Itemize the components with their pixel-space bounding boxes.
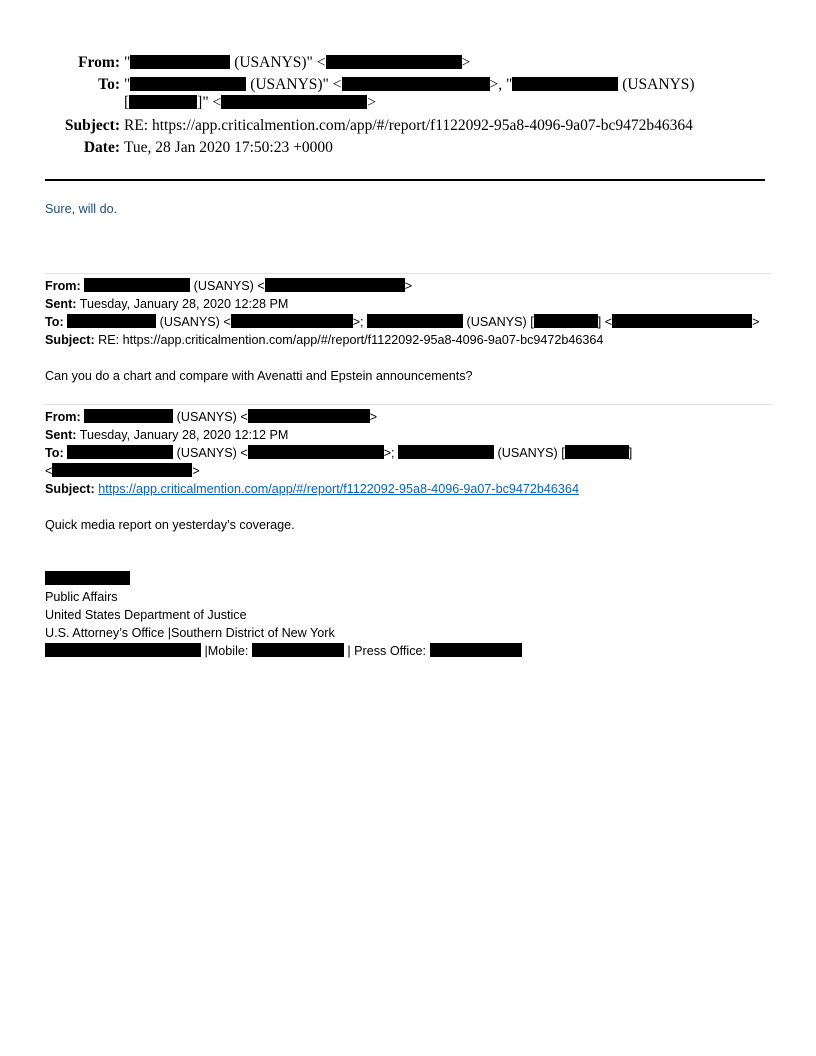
to-bracket-end: > [367, 94, 377, 111]
msg2-to-org-2: (USANYS) [ [494, 446, 565, 460]
redaction-box [52, 463, 192, 477]
from-quote: " [124, 54, 131, 71]
from-org: (USANYS)" < [230, 54, 326, 71]
msg2-to-label: To: [45, 446, 64, 460]
redaction-box [367, 314, 463, 328]
header-date: Tue, 28 Jan 2020 17:50:23 +0000 [124, 139, 333, 156]
msg2-to-org-1: (USANYS) < [173, 446, 248, 460]
msg1-to-end: > [752, 315, 760, 329]
to-org-1: (USANYS)" < [246, 76, 342, 93]
redaction-box [252, 643, 344, 657]
from-end: > [461, 54, 471, 71]
msg1-from-label: From: [45, 279, 81, 293]
subject-label: Subject: [64, 117, 120, 134]
to-quote: " [124, 76, 131, 93]
msg1-to-line [45, 313, 759, 331]
redaction-box [67, 314, 156, 328]
msg1-sent-line [45, 295, 288, 313]
redaction-box [84, 409, 173, 423]
redaction-box [398, 445, 494, 459]
msg1-from-org: (USANYS) < [190, 279, 265, 293]
redaction-box [129, 95, 197, 109]
redaction-box [221, 95, 367, 109]
to-bracket-open: [ [124, 94, 130, 111]
msg2-to-line [45, 444, 632, 462]
redaction-box [130, 77, 246, 91]
redaction-box [67, 445, 173, 459]
msg1-subject-line [45, 331, 603, 349]
redaction-box [430, 643, 522, 657]
signature-mobile-label: |Mobile: [201, 644, 252, 658]
msg1-from-end: > [404, 279, 413, 293]
redaction-box [84, 278, 190, 292]
msg2-sent-label: Sent: [45, 428, 77, 442]
msg1-to-org-1: (USANYS) < [156, 315, 231, 329]
msg1-sent: Tuesday, January 28, 2020 12:28 PM [76, 297, 289, 311]
msg2-from-org: (USANYS) < [173, 410, 248, 424]
redaction-box [534, 314, 598, 328]
header-subject: RE: https://app.criticalmention.com/app/#/report/f1122092-95a8-4096-9a07-bc9472b46364 [124, 117, 693, 134]
header-to-line-2 [124, 94, 376, 112]
msg1-to-label: To: [45, 315, 64, 329]
signature-line-3: U.S. Attorney’s Office |Southern District of New York [45, 626, 335, 640]
header-from-line [124, 54, 470, 72]
redaction-box [565, 445, 629, 459]
message-separator [45, 404, 771, 405]
msg1-subject: RE: https://app.criticalmention.com/app/#/report/f1122092-95a8-4096-9a07-bc9472b46364 [94, 333, 604, 347]
signature-line-2: United States Department of Justice [45, 608, 247, 622]
from-label: From: [78, 54, 120, 71]
msg1-body: Can you do a chart and compare with Avenatti and Epstein announcements? [45, 369, 473, 383]
redaction-box [248, 445, 384, 459]
msg1-to-org-2: (USANYS) [ [463, 315, 534, 329]
redaction-box [342, 77, 490, 91]
redaction-box [231, 314, 353, 328]
redaction-box [45, 643, 201, 657]
redaction-box [248, 409, 370, 423]
msg1-subject-label: Subject: [45, 333, 95, 347]
redaction-box [265, 278, 405, 292]
redaction-box [45, 571, 130, 585]
msg2-from-end: > [369, 410, 378, 424]
msg2-to-line2-open: < [45, 464, 53, 478]
signature-press-label: | Press Office: [343, 644, 430, 658]
msg2-sent: Tuesday, January 28, 2020 12:12 PM [76, 428, 289, 442]
to-separator: >, " [489, 76, 513, 93]
to-org-2: (USANYS) [618, 76, 695, 93]
msg2-from-label: From: [45, 410, 81, 424]
msg2-body: Quick media report on yesterday’s coverage. [45, 518, 295, 532]
msg2-subject-label: Subject: [45, 482, 95, 496]
message-separator [45, 273, 771, 274]
redaction-box [326, 55, 462, 69]
header-to-line [124, 76, 695, 94]
to-label: To: [98, 76, 120, 93]
header-divider [45, 179, 765, 181]
msg2-to-close: ] [628, 446, 633, 460]
reply-text: Sure, will do. [45, 202, 118, 216]
msg2-to-line-2 [45, 462, 200, 480]
report-link[interactable]: https://app.criticalmention.com/app/#/report/f1122092-95a8-4096-9a07-bc9472b46364 [98, 482, 579, 496]
redaction-box [130, 55, 230, 69]
signature-name [45, 570, 130, 588]
msg1-sent-label: Sent: [45, 297, 77, 311]
msg1-to-separator: >; [352, 315, 368, 329]
signature-contact-line [45, 642, 522, 660]
msg2-to-line2-end: > [192, 464, 200, 478]
msg1-from-line [45, 277, 412, 295]
signature-line-1: Public Affairs [45, 590, 118, 604]
msg2-from-line [45, 408, 377, 426]
msg2-sent-line [45, 426, 288, 444]
msg2-subject-line [45, 480, 579, 498]
redaction-box [612, 314, 752, 328]
msg2-to-separator: >; [383, 446, 399, 460]
redaction-box [512, 77, 618, 91]
to-bracket-mid: ]" < [197, 94, 222, 111]
msg1-to-mid: ] < [597, 315, 613, 329]
date-label: Date: [83, 139, 120, 156]
